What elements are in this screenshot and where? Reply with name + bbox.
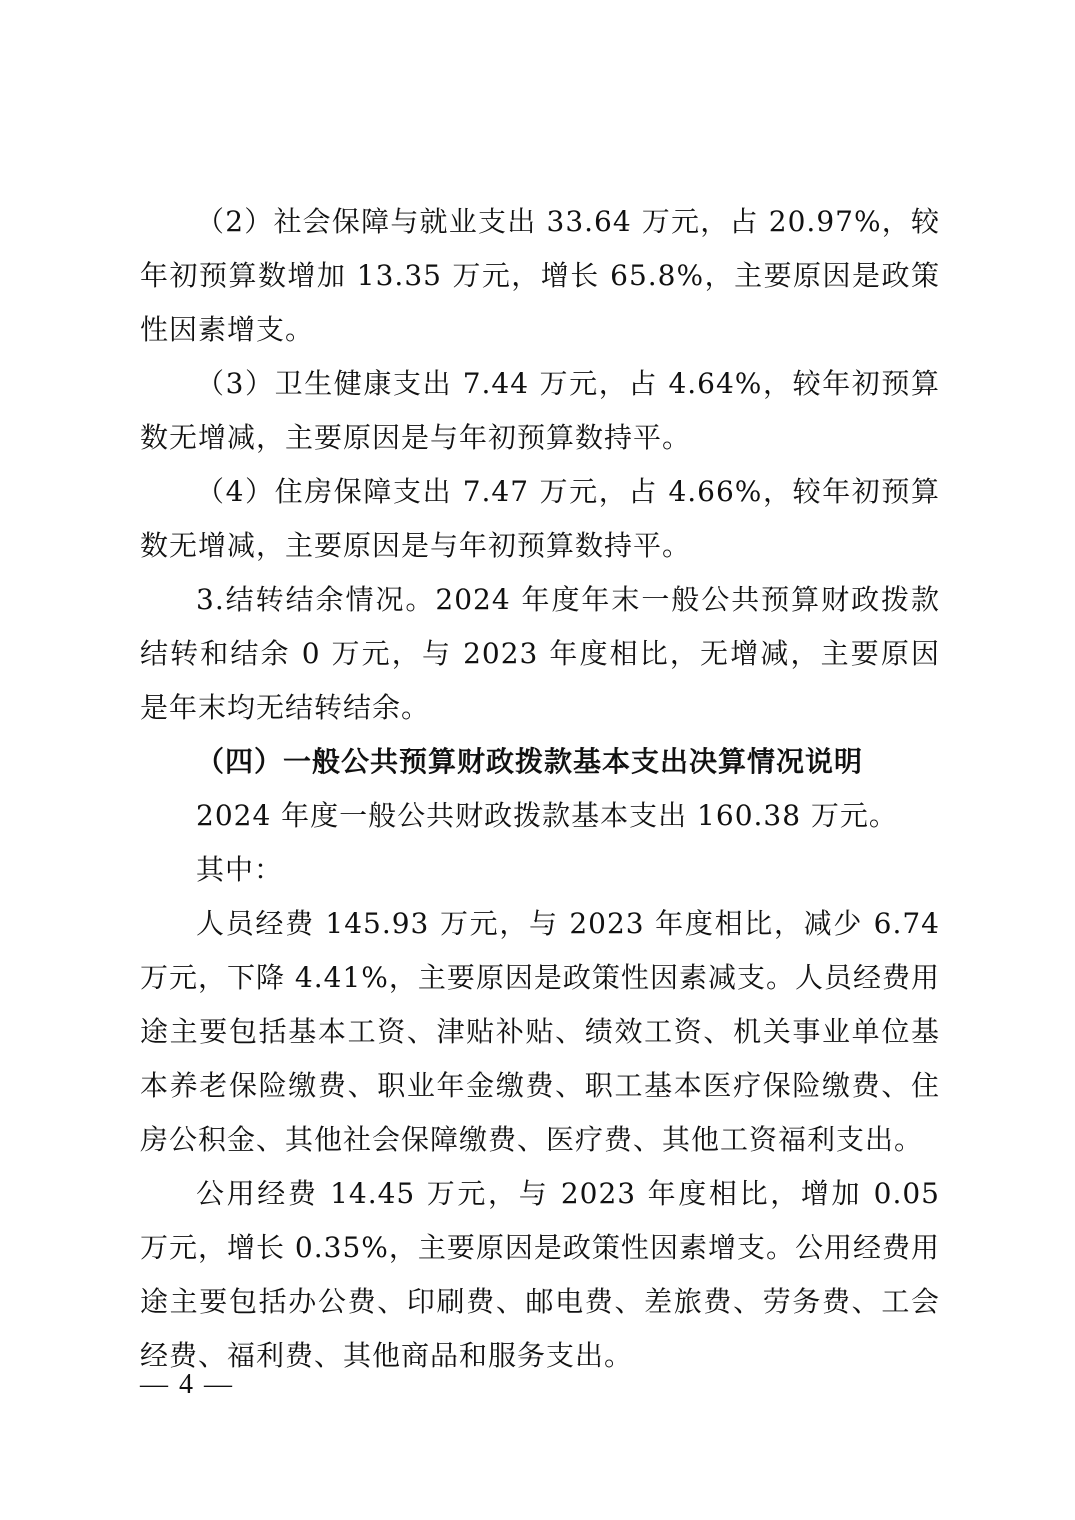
document-body [140, 195, 940, 1383]
paragraph-housing: （4）住房保障支出 7.47 万元，占 4.66%，较年初预算数无增减，主要原因是与年初预算数持平。 [140, 475, 940, 562]
paragraph-among-them: 其中： [196, 853, 284, 886]
paragraph-social-security: （2）社会保障与就业支出 33.64 万元，占 20.97%，较年初预算数增加 13.35 万元，增长 65.8%，主要原因是政策性因素增支。 [140, 205, 940, 346]
paragraph-health: （3）卫生健康支出 7.44 万元，占 4.64%，较年初预算数无增减，主要原因是与年初预算数持平。 [140, 367, 940, 454]
paragraph-basic-expenditure: 2024 年度一般公共财政拨款基本支出 160.38 万元。 [196, 799, 898, 832]
paragraph-personnel-expenses: 人员经费 145.93 万元，与 2023 年度相比，减少 6.74 万元，下降 4.41%，主要原因是政策性因素减支。人员经费用途主要包括基本工资、津贴补贴、绩效工资、机关事业单位基本养老保险缴费、职业年金缴费、职工基本医疗保险缴费、住房公积金、其他社会保障缴费、医疗费、其他工资福利支出。 [140, 907, 940, 1156]
paragraph-public-expenses: 公用经费 14.45 万元，与 2023 年度相比，增加 0.05 万元，增长 0.35%，主要原因是政策性因素增支。公用经费用途主要包括办公费、印刷费、邮电费、差旅费、劳务费、工会经费、福利费、其他商品和服务支出。 [140, 1177, 940, 1372]
section-heading: （四）一般公共预算财政拨款基本支出决算情况说明 [196, 745, 864, 778]
page-number: — 4 — [140, 1369, 234, 1400]
paragraph-carryover: 3.结转结余情况。2024 年度年末一般公共预算财政拨款结转和结余 0 万元，与 2023 年度相比，无增减，主要原因是年末均无结转结余。 [140, 583, 940, 724]
